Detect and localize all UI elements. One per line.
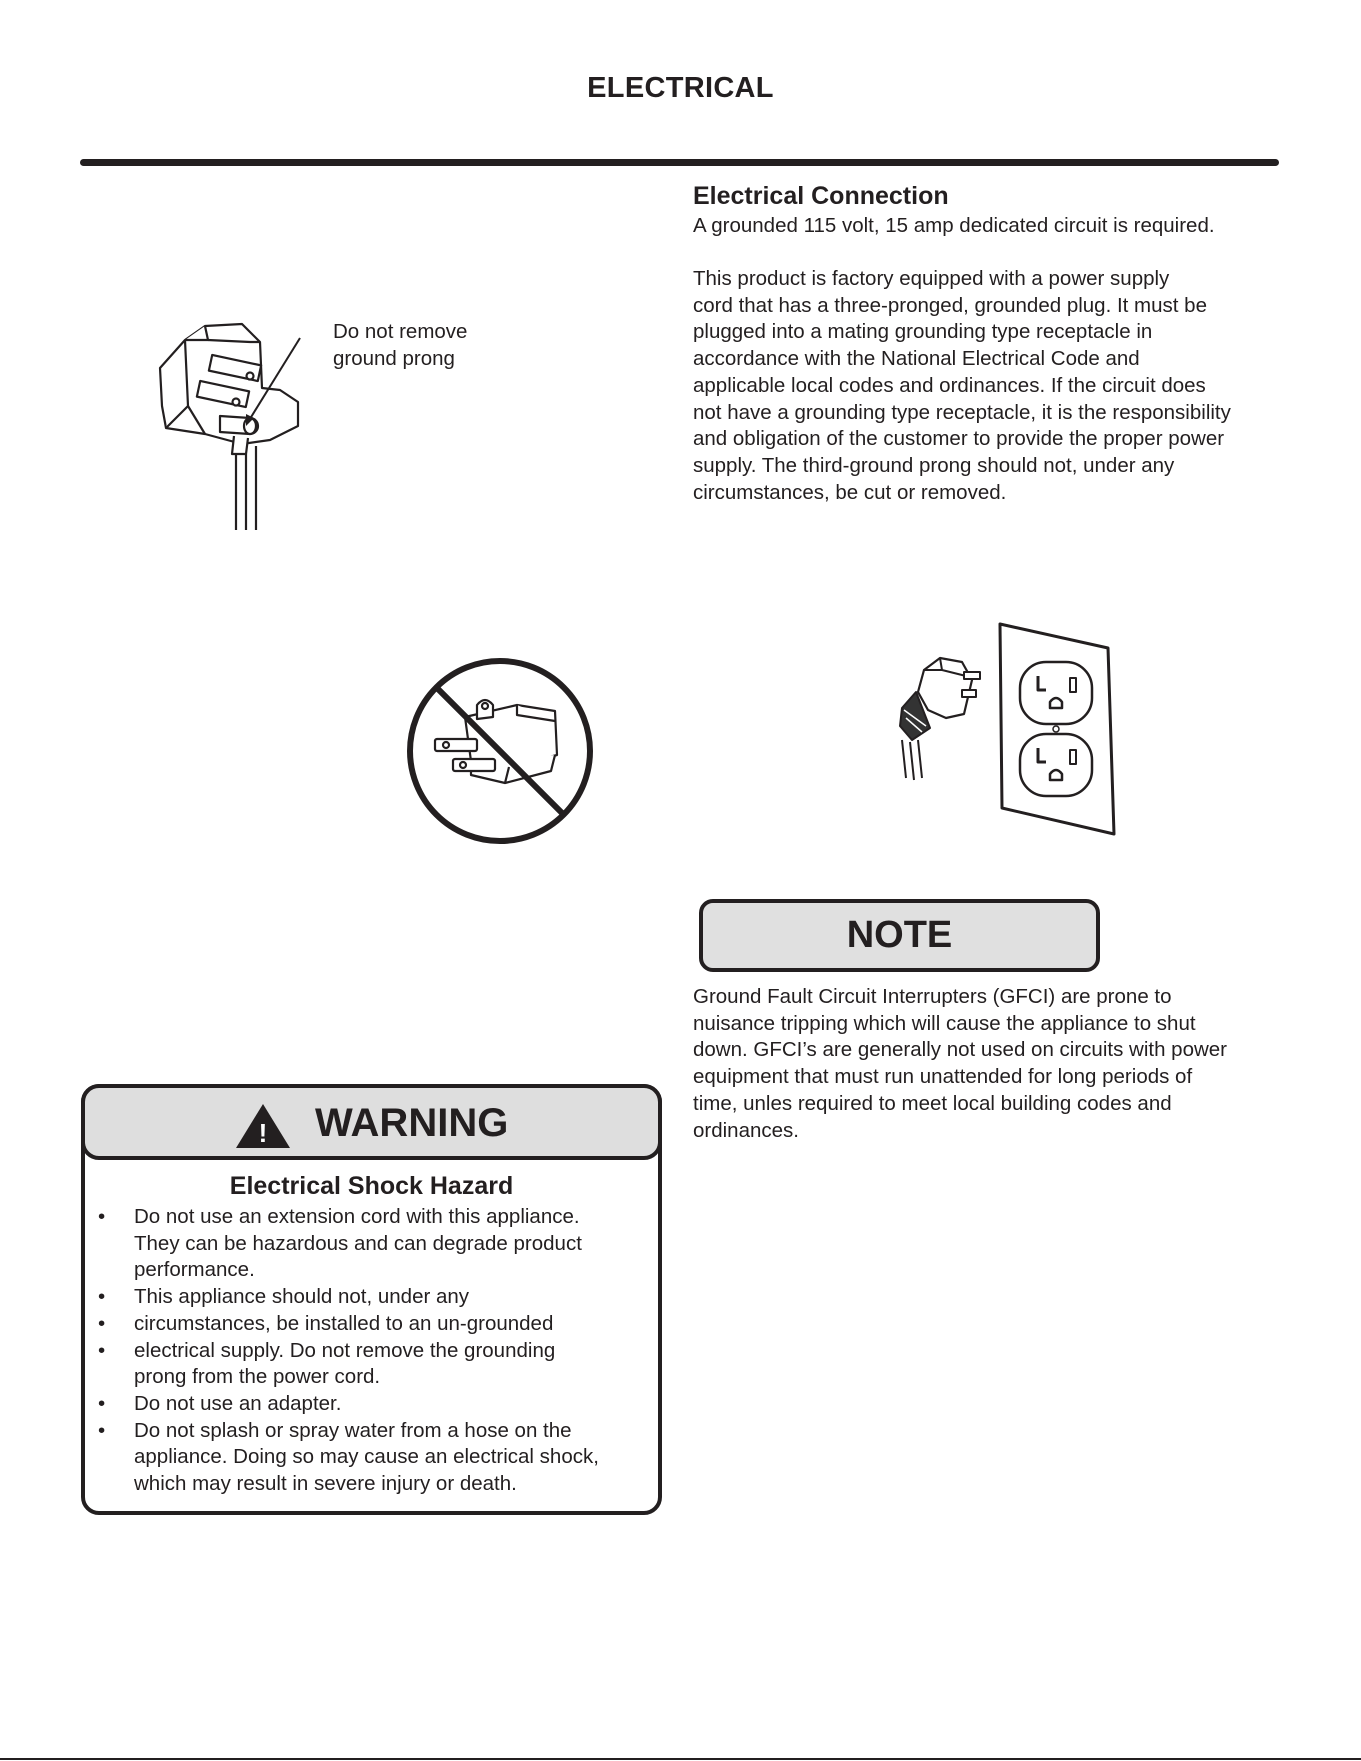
three-prong-plug-illustration	[150, 318, 320, 533]
warning-item	[85, 1204, 599, 1231]
page-title: ELECTRICAL	[587, 72, 774, 104]
paragraph-line: accordance with the National Electrical Code and	[693, 347, 1140, 371]
grounding-paragraph	[693, 266, 1293, 506]
warning-item-text: This appliance should not, under any	[134, 1285, 470, 1309]
plug-callout-label	[333, 318, 467, 372]
note-line: equipment that must run unattended for long periods of	[693, 1065, 1193, 1089]
header-rule	[80, 159, 1279, 166]
plug-label-line: Do not remove	[333, 320, 468, 343]
warning-item-continuation: prong from the power cord.	[134, 1365, 381, 1389]
warning-subtitle: Electrical Shock Hazard	[229, 1172, 514, 1200]
note-line: ordinances.	[693, 1118, 799, 1142]
warning-item	[85, 1338, 599, 1365]
note-line: down. GFCI’s are generally not used on circuits with power	[693, 1038, 1228, 1062]
warning-item	[85, 1311, 599, 1338]
warning-item	[85, 1284, 599, 1311]
warning-item-continuation: performance.	[134, 1258, 255, 1282]
paragraph-line: cord that has a three-pronged, grounded plug. It must be	[693, 293, 1207, 317]
circuit-requirement-text: A grounded 115 volt, 15 amp dedicated circuit is required.	[693, 214, 1215, 237]
warning-list	[85, 1204, 599, 1498]
paragraph-line: This product is factory equipped with a power supply	[693, 267, 1170, 290]
note-title: NOTE	[846, 914, 953, 956]
paragraph-line: applicable local codes and ordinances. If the circuit does	[693, 373, 1206, 397]
note-line: Ground Fault Circuit Interrupters (GFCI) are prone to	[693, 985, 1172, 1008]
note-line: nuisance tripping which will cause the appliance to shut	[693, 1011, 1196, 1035]
bullet: •	[98, 1205, 106, 1228]
bullet: •	[98, 1338, 106, 1362]
gfci-note-text	[693, 984, 1293, 1144]
warning-item	[85, 1391, 599, 1418]
warning-item-text: Do not use an adapter.	[134, 1391, 342, 1415]
warning-title: WARNING	[315, 1101, 509, 1145]
warning-header	[81, 1084, 662, 1160]
no-adapter-prohibition-icon	[405, 655, 605, 855]
footer-rule	[0, 1758, 1361, 1760]
paragraph-line: plugged into a mating grounding type receptacle in	[693, 320, 1153, 344]
bullet: •	[98, 1285, 106, 1309]
note-line: time, unles required to meet local building codes and	[693, 1091, 1172, 1115]
warning-item	[85, 1418, 599, 1445]
plug-label-line: ground prong	[333, 347, 455, 370]
warning-item-text: electrical supply. Do not remove the grounding	[134, 1338, 556, 1362]
warning-triangle-icon	[234, 1102, 292, 1150]
warning-item-continuation: They can be hazardous and can degrade product	[134, 1231, 582, 1255]
warning-item-continuation: which may result in severe injury or death.	[134, 1472, 517, 1496]
paragraph-line: circumstances, be cut or removed.	[693, 480, 1007, 504]
electrical-connection-heading: Electrical Connection	[693, 182, 949, 210]
paragraph-line: and obligation of the customer to provide the proper power	[693, 427, 1225, 451]
warning-item-text: circumstances, be installed to an un-grounded	[134, 1311, 554, 1335]
note-header	[699, 899, 1100, 972]
warning-item-text: Do not use an extension cord with this appliance.	[134, 1205, 580, 1228]
warning-item-text: Do not splash or spray water from a hose on the	[134, 1418, 572, 1442]
warning-panel	[81, 1084, 662, 1515]
plug-and-outlet-illustration	[870, 618, 1120, 838]
bullet: •	[98, 1391, 106, 1415]
paragraph-line: supply. The third-ground prong should not, under any	[693, 453, 1175, 477]
warning-item-continuation: appliance. Doing so may cause an electrical shock,	[134, 1445, 599, 1469]
warning-icon-glyph: !	[258, 1118, 268, 1148]
paragraph-line: not have a grounding type receptacle, it is the responsibility	[693, 400, 1231, 424]
bullet: •	[98, 1418, 106, 1442]
bullet: •	[98, 1311, 106, 1335]
